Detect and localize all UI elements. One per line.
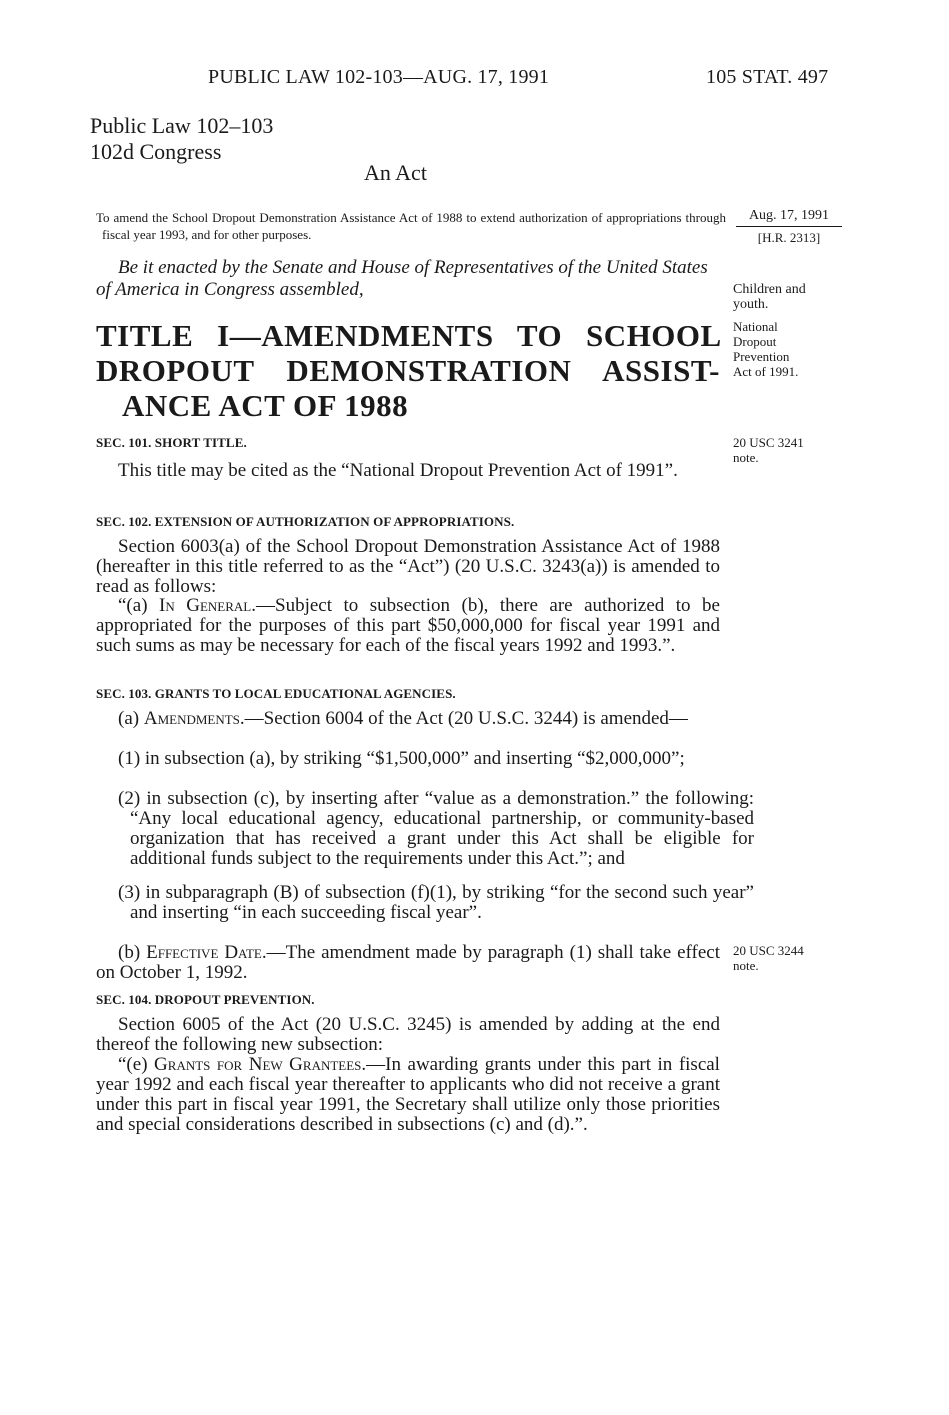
running-header-left: PUBLIC LAW 102-103—AUG. 17, 1991	[208, 66, 550, 88]
running-header-right: 105 STAT. 497	[706, 66, 829, 88]
margin-note-children-line1: Children and	[733, 282, 806, 297]
sec-103-subsection-b-label: Effective Date	[146, 942, 262, 963]
sec-104-subsection-e-text: .—In awarding grants under this part in fiscal year 1992 and each fiscal year thereafter to applicants who did not receive a grant under this part in fiscal year 1991, the Secretary shall utilize only those priorities and special considerations described in subsections (c) and (d).”.	[96, 1054, 720, 1135]
margin-note-national-line1: National	[733, 319, 778, 334]
margin-note-national-line2: Dropout	[733, 334, 777, 349]
margin-note-national	[733, 319, 798, 379]
sec-103-heading: SEC. 103. GRANTS TO LOCAL EDUCATIONAL AGENCIES.	[96, 686, 456, 701]
purpose-statement: To amend the School Dropout Demonstration Assistance Act of 1988 to extend authorization of appropriations through fiscal year 1993, and for other purposes.	[96, 210, 726, 242]
margin-note-national-line4: Act of 1991.	[733, 364, 799, 379]
sec-103-subsection-a	[96, 709, 720, 729]
margin-note-usc-3241-line1: 20 USC 3241	[733, 435, 804, 450]
margin-note-children-line2: youth.	[733, 297, 769, 312]
sec-103-item-3: (3) in subparagraph (B) of subsection (f)(1), by striking “for the second such year” and inserting “in each succeeding fiscal year”.	[118, 882, 754, 923]
margin-note-usc-3244-line2: note.	[733, 958, 759, 973]
sec-101-text: This title may be cited as the “National Dropout Prevention Act of 1991”.	[118, 460, 678, 481]
sec-104-subsection-e-label: Grants for New Grantees	[154, 1054, 362, 1075]
act-heading: An Act	[364, 160, 427, 185]
sec-103-subsection-a-label: Amendments	[143, 708, 240, 729]
margin-note-children	[733, 282, 806, 312]
margin-note-usc-3244-line1: 20 USC 3244	[733, 943, 804, 958]
sec-102-subsection-a-label: In General	[159, 595, 252, 616]
margin-bill-number: [H.R. 2313]	[757, 230, 821, 245]
title-heading	[96, 318, 720, 423]
sec-101-heading: SEC. 101. SHORT TITLE.	[96, 435, 247, 450]
sec-103-item-2: (2) in subsection (c), by inserting after “value as a demonstration.” the following: “Any local educational agency, educational partnership, or community-based organization that has received a grant under this Act shall be eligible for additional funds subject to the requirements under this Act.”; and	[118, 788, 754, 869]
margin-note-usc-3241-line2: note.	[733, 450, 759, 465]
sec-103-subsection-b-text: .—The amendment made by paragraph (1) shall take effect on October 1, 1992.	[96, 942, 721, 983]
sec-102-heading: SEC. 102. EXTENSION OF AUTHORIZATION OF APPROPRIATIONS.	[96, 514, 515, 529]
sec-103-subsection-b	[96, 943, 720, 983]
margin-note-usc-3241	[733, 435, 804, 465]
sec-104-subsection-e	[96, 1055, 720, 1135]
sec-103-subsection-a-text: .—Section 6004 of the Act (20 U.S.C. 3244) is amended—	[239, 708, 688, 729]
margin-note-usc-3244	[733, 943, 804, 973]
title-line-1: TITLE I—AMENDMENTS TO SCHOOL	[96, 318, 720, 353]
law-identification	[90, 113, 273, 165]
sec-102-subsection-a-text: .—Subject to subsection (b), there are authorized to be appropriated for the purposes of this part $50,000,000 for fiscal year 1991 and such sums as may be necessary for each of the fiscal years 1992 and 1993.”.	[96, 595, 720, 656]
congress: 102d Congress	[90, 139, 222, 164]
title-line-2: DROPOUT DEMONSTRATION ASSIST-	[96, 353, 720, 388]
enacting-clause: Be it enacted by the Senate and House of Representatives of the United States of America in Congress assembled,	[96, 257, 708, 300]
sec-104-text: Section 6005 of the Act (20 U.S.C. 3245) is amended by adding at the end thereof the following new subsection:	[96, 1014, 720, 1055]
title-line-3: ANCE ACT OF 1988	[122, 388, 409, 423]
sec-103-subsection-a-open: (a)	[118, 708, 144, 729]
margin-date-block	[736, 208, 842, 246]
margin-note-national-line3: Prevention	[733, 349, 790, 364]
sec-104-subsection-e-open: “(e)	[118, 1054, 155, 1075]
sec-103-item-1: (1) in subsection (a), by striking “$1,500,000” and inserting “$2,000,000”;	[118, 748, 685, 769]
sec-102-subsection-a	[96, 596, 720, 656]
margin-date: Aug. 17, 1991	[736, 208, 842, 227]
sec-102-text: Section 6003(a) of the School Dropout Demonstration Assistance Act of 1988 (hereafter in this title referred to as the “Act”) (20 U.S.C. 3243(a)) is amended to read as follows:	[96, 536, 720, 597]
sec-103-subsection-b-open: (b)	[118, 942, 147, 963]
sec-104-heading: SEC. 104. DROPOUT PREVENTION.	[96, 992, 315, 1007]
law-number: Public Law 102–103	[90, 113, 274, 138]
sec-102-subsection-a-open: “(a)	[118, 595, 160, 616]
